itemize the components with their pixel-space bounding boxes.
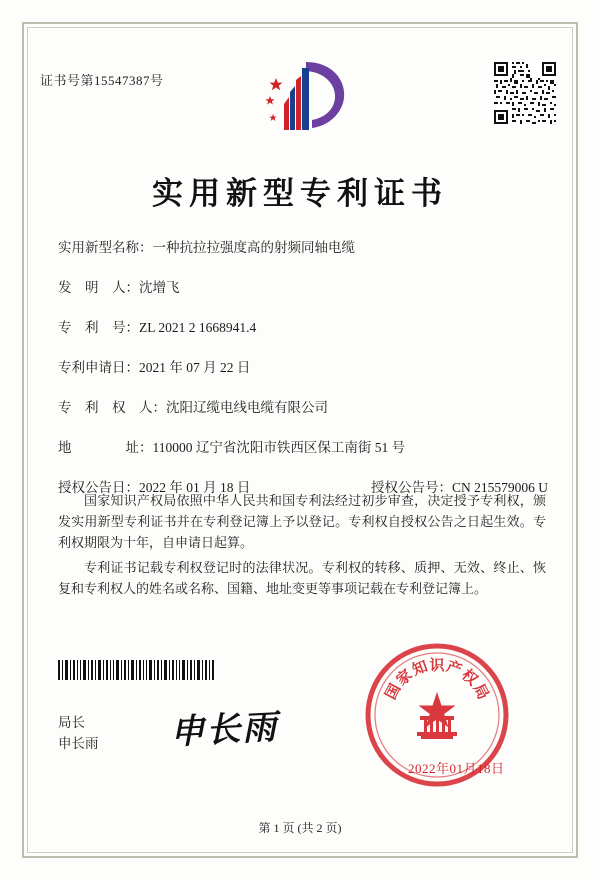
field-row-address [58,436,550,456]
value-inventor: 沈增飞 [139,280,180,295]
label-address: 地 址： [58,440,153,455]
cnipa-logo-icon [262,58,352,136]
barcode-icon [56,660,216,680]
svg-text:知: 知 [409,656,431,680]
label-inventor: 发 明 人： [58,280,139,295]
svg-text:产: 产 [443,656,465,680]
director-name: 申长雨 [58,736,99,751]
value-grant-publication-number: CN 215579006 U [452,480,549,495]
director-signature: 申长雨 [169,707,280,753]
label-grant-publication-number: 授权公告号： [371,480,452,495]
value-address: 110000 辽宁省沈阳市铁西区保工南街 51 号 [152,440,406,455]
director-title: 局长 [58,715,85,730]
field-row-application-date [58,356,550,376]
paragraph-2: 专利证书记载专利权登记时的法律状况。专利权的转移、质押、无效、终止、恢复和专利权人的姓名或名称、国籍、地址变更等事项记载在专利登记簿上。 [58,560,546,596]
svg-text:家: 家 [392,665,416,689]
legal-text [58,490,546,603]
director-title-block [58,712,99,754]
field-row-patent-number [58,316,550,336]
label-utility-model-name: 实用新型名称： [58,240,153,255]
field-row-utility-model-name [58,236,550,256]
label-patent-number: 专 利 号： [58,320,139,335]
page-title: 实用新型专利证书 [152,176,448,212]
field-row-inventor [58,276,550,296]
seal-date: 2022年01月18日 [408,761,505,776]
value-utility-model-name: 一种抗拉拉强度高的射频同轴电缆 [152,240,355,255]
value-application-date: 2021 年 07 月 22 日 [139,360,251,375]
value-patentee: 沈阳辽缆电线电缆有限公司 [166,400,328,415]
certificate-number: 证书号第15547387号 [40,73,164,88]
value-grant-date: 2022 年 01 月 18 日 [139,480,251,495]
svg-text:局: 局 [469,680,493,703]
page-footer: 第 1 页 (共 2 页) [258,821,342,835]
label-grant-date: 授权公告日： [58,480,139,495]
value-patent-number: ZL 2021 2 1668941.4 [139,320,257,335]
svg-text:国: 国 [381,680,405,703]
label-application-date: 专利申请日： [58,360,139,375]
qr-code-icon [494,62,556,124]
field-list [58,236,550,516]
label-patentee: 专 利 权 人： [58,400,166,415]
svg-text:权: 权 [458,665,482,689]
field-row-patentee [58,396,550,416]
paragraph-1: 国家知识产权局依照中华人民共和国专利法经过初步审查，决定授予专利权，颁发实用新型专利证书并在专利登记簿上予以登记。专利权自授权公告之日起生效。专利权期限为十年，自申请日起算。 [58,493,546,550]
certificate-content [40,40,560,840]
svg-text:识: 识 [429,656,445,674]
